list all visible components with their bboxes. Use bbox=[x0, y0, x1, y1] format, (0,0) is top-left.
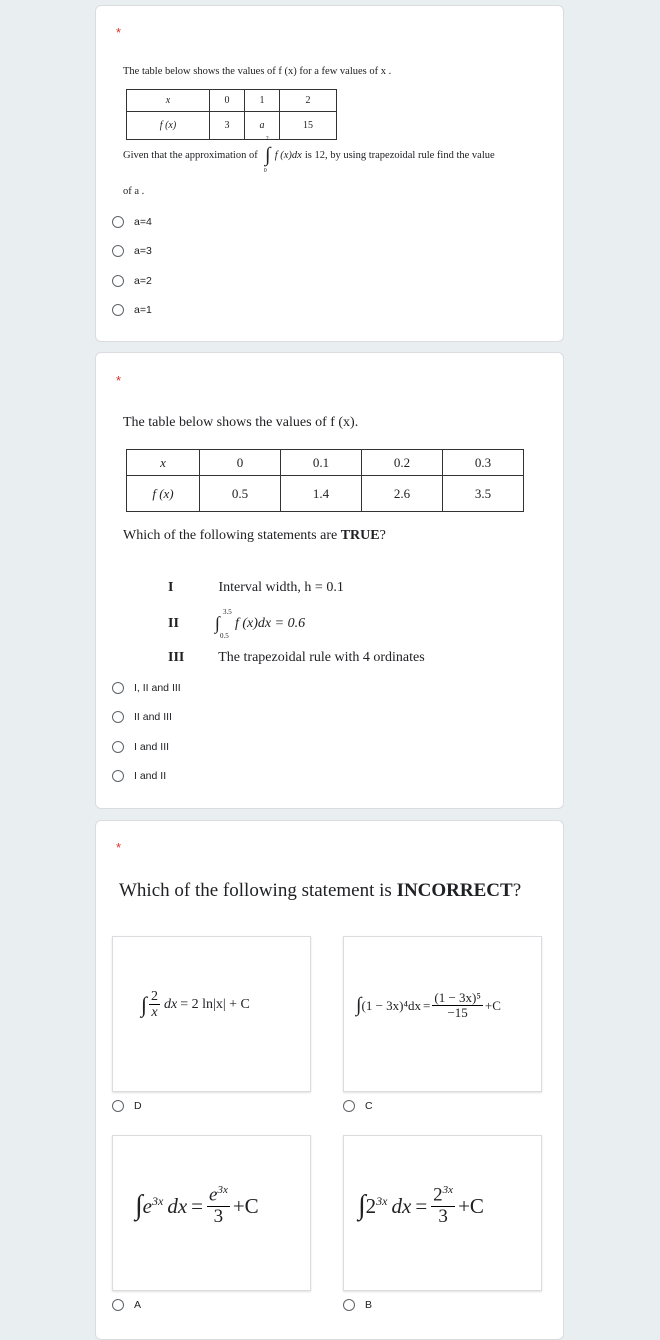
q2-table-cell: 1.4 bbox=[281, 476, 362, 512]
q2-table-header-cell: 0.1 bbox=[281, 450, 362, 476]
choice-image-c[interactable]: ∫ (1 − 3x)⁴dx = $\frac{\text{(1 − 3x)⁵}}{-15}$ +C bbox=[343, 936, 542, 1092]
q1-option[interactable]: a=3 bbox=[112, 245, 152, 257]
radio-button[interactable] bbox=[343, 1299, 355, 1311]
choice-image-a[interactable]: ∫ $e^{3x}$ dx = $\frac{e^{3x}}{3}$ +C bbox=[112, 1135, 311, 1291]
radio-button[interactable] bbox=[112, 304, 124, 316]
q2-prompt: The table below shows the values of f (x). bbox=[123, 415, 359, 430]
q2-question: Which of the following statements are TRUE? bbox=[123, 528, 386, 543]
integral-sign: ∫ bbox=[358, 1190, 366, 1222]
q2-statement-ii: II ∫ 3.5 0.5 f (x)dx = 0.6 bbox=[168, 608, 306, 640]
q1-given-text: Given that the approximation of ∫ 2 0 f (x)dx is 12, by using trapezoidal rule find the value bbox=[123, 136, 495, 174]
q1-table-header-cell: 0 bbox=[210, 90, 245, 112]
q1-option[interactable]: a=4 bbox=[112, 216, 152, 228]
radio-button[interactable] bbox=[112, 741, 124, 753]
radio-button[interactable] bbox=[112, 275, 124, 287]
q1-given-tail: of a . bbox=[123, 186, 145, 197]
required-asterisk: * bbox=[116, 840, 122, 855]
q2-option[interactable]: I and II bbox=[112, 770, 166, 782]
q2-table-header-cell: 0.2 bbox=[362, 450, 443, 476]
q1-values-table bbox=[126, 89, 337, 140]
q3-option-c[interactable]: C bbox=[343, 1100, 373, 1112]
radio-button[interactable] bbox=[112, 682, 124, 694]
q2-table-header-cell: 0 bbox=[200, 450, 281, 476]
q1-option[interactable]: a=1 bbox=[112, 304, 152, 316]
q2-table-header-cell: x bbox=[127, 450, 200, 476]
q3-option-a[interactable]: A bbox=[112, 1299, 141, 1311]
q3-option-d[interactable]: D bbox=[112, 1100, 142, 1112]
integral-sign: ∫ bbox=[135, 1190, 143, 1222]
q1-option[interactable]: a=2 bbox=[112, 275, 152, 287]
q2-table-cell: 0.5 bbox=[200, 476, 281, 512]
q2-statement-iii: III The trapezoidal rule with 4 ordinates bbox=[168, 650, 425, 665]
q1-table-cell: f (x) bbox=[127, 112, 210, 140]
q2-table-cell: 3.5 bbox=[443, 476, 524, 512]
radio-button[interactable] bbox=[112, 245, 124, 257]
q1-table-cell: 15 bbox=[280, 112, 337, 140]
question-card-1 bbox=[95, 5, 564, 342]
q2-values-table bbox=[126, 449, 524, 512]
q3-option-b[interactable]: B bbox=[343, 1299, 372, 1311]
required-asterisk: * bbox=[116, 25, 122, 40]
choice-image-d[interactable]: ∫ $\frac{2}{x}$ dx = 2 ln|x| + C bbox=[112, 936, 311, 1092]
integral-sign: ∫ bbox=[356, 994, 362, 1017]
q2-table-cell: f (x) bbox=[127, 476, 200, 512]
radio-button[interactable] bbox=[343, 1100, 355, 1112]
q2-option[interactable]: I, II and III bbox=[112, 682, 181, 694]
fraction: $\frac{e^{3x}}{3}$ bbox=[209, 1184, 228, 1228]
fraction: $\frac{2}{x}$ bbox=[151, 989, 159, 1021]
q2-table-cell: 2.6 bbox=[362, 476, 443, 512]
radio-button[interactable] bbox=[112, 711, 124, 723]
choice-image-b[interactable]: ∫ $2^{3x}$ dx = $\frac{2^{3x}}{3}$ +C bbox=[343, 1135, 542, 1291]
integral-sign: ∫ 2 0 bbox=[263, 136, 271, 174]
integral-sign: ∫ bbox=[141, 991, 148, 1017]
q3-question: Which of the following statement is INCORRECT? bbox=[119, 880, 522, 901]
radio-button[interactable] bbox=[112, 770, 124, 782]
radio-button[interactable] bbox=[112, 1100, 124, 1112]
q1-table-cell: 3 bbox=[210, 112, 245, 140]
q2-option[interactable]: II and III bbox=[112, 711, 172, 723]
q2-statement-i: I Interval width, h = 0.1 bbox=[168, 580, 344, 595]
fraction: $\frac{2^{3x}}{3}$ bbox=[433, 1184, 454, 1228]
q1-prompt: The table below shows the values of f (x) for a few values of x . bbox=[123, 66, 392, 77]
q2-table-header-cell: 0.3 bbox=[443, 450, 524, 476]
integral-sign: ∫ 3.5 0.5 bbox=[215, 608, 232, 640]
radio-button[interactable] bbox=[112, 216, 124, 228]
q1-table-header-cell: x bbox=[127, 90, 210, 112]
q2-option[interactable]: I and III bbox=[112, 741, 169, 753]
fraction: $\frac{\text{(1 − 3x)⁵}}{-15}$ bbox=[434, 990, 481, 1021]
q1-table-header-cell: 2 bbox=[280, 90, 337, 112]
radio-button[interactable] bbox=[112, 1299, 124, 1311]
required-asterisk: * bbox=[116, 373, 122, 388]
q1-table-header-cell: 1 bbox=[245, 90, 280, 112]
q1-table-cell: a bbox=[245, 112, 280, 140]
